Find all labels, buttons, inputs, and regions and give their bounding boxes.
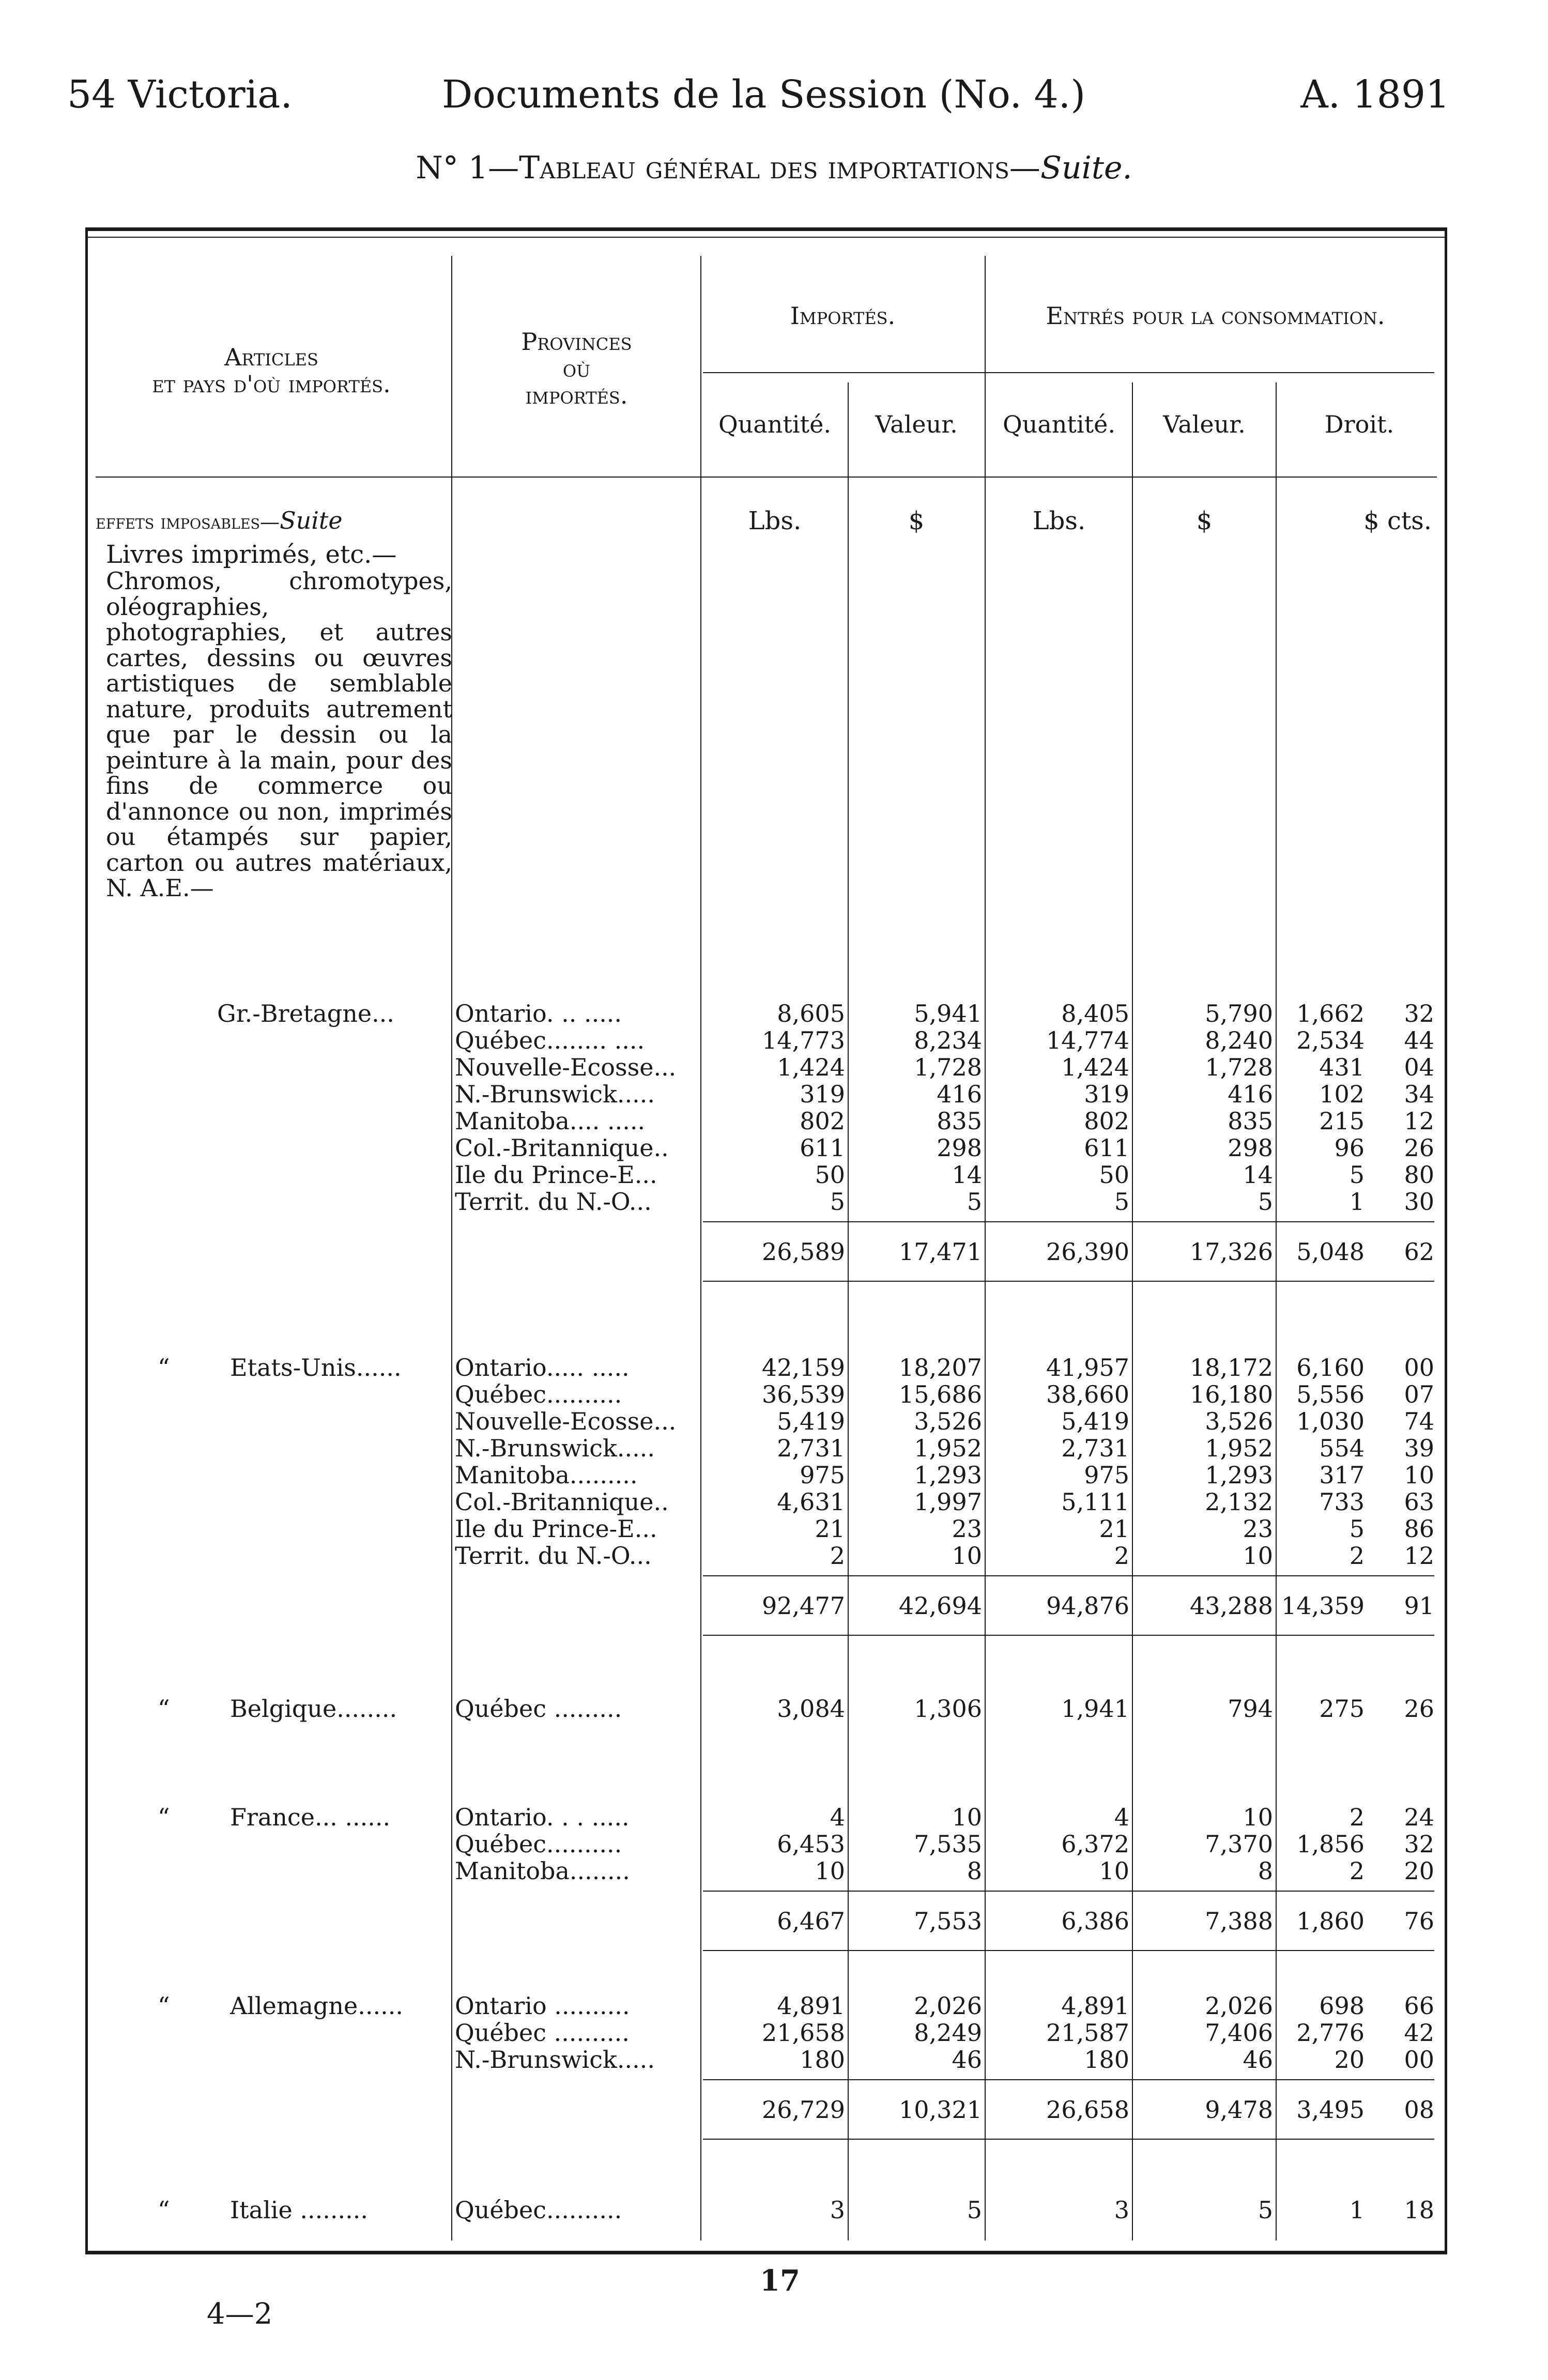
table-row <box>0 1134 1548 1161</box>
unit-droit-text: $ cts. <box>1363 506 1432 535</box>
cell-v1: 18,207 <box>899 1354 982 1381</box>
cell-d: 2 <box>1349 1542 1365 1570</box>
cell-v2: 7,406 <box>1205 2019 1273 2047</box>
table-row <box>0 1462 1548 1488</box>
col-header-provinces-2: où <box>562 355 591 382</box>
total-rule-bottom <box>703 1635 1434 1636</box>
cell-v1: 10 <box>952 1542 982 1570</box>
cell-q2: 38,660 <box>1046 1380 1129 1408</box>
cell-q1: 3 <box>830 2196 845 2224</box>
cell-v1: 2,026 <box>914 1992 982 2020</box>
cell-q1: 611 <box>800 1134 845 1162</box>
cell-q1: 50 <box>815 1161 845 1189</box>
cell-q1: 180 <box>800 2046 845 2074</box>
total-q1: 92,477 <box>762 1592 845 1620</box>
table-row <box>0 1435 1548 1462</box>
total-v2: 7,388 <box>1205 1907 1273 1935</box>
cell-q1: 14,773 <box>762 1026 845 1054</box>
table-row <box>0 1381 1548 1408</box>
total-v2: 43,288 <box>1190 1592 1273 1620</box>
table-row <box>0 2197 1548 2223</box>
table-row <box>0 1695 1548 1722</box>
table-row <box>0 1354 1548 1381</box>
cell-v1: 3,526 <box>914 1407 982 1435</box>
cell-c: 63 <box>1404 1488 1434 1516</box>
cell-q2: 50 <box>1099 1161 1129 1189</box>
header-year: A. 1891 <box>1300 72 1450 117</box>
cell-c: 18 <box>1404 2196 1434 2224</box>
ditto-mark: “ <box>158 1695 170 1723</box>
cell-q2: 802 <box>1084 1107 1129 1135</box>
total-q2: 6,386 <box>1061 1907 1129 1935</box>
cell-q2: 611 <box>1084 1134 1129 1162</box>
cell-v2: 3,526 <box>1205 1407 1273 1435</box>
cell-c: 32 <box>1404 1830 1434 1858</box>
province-name: Ontario. .. ..... <box>455 1000 622 1027</box>
total-v1: 42,694 <box>899 1592 982 1620</box>
cell-v2: 2,132 <box>1205 1488 1273 1516</box>
cell-v1: 416 <box>937 1080 982 1108</box>
province-name: Québec........ .... <box>455 1026 645 1054</box>
total-row <box>0 1592 1548 1619</box>
total-rule-bottom <box>703 1950 1434 1951</box>
total-q1: 6,467 <box>777 1907 845 1935</box>
cell-q1: 5 <box>830 1188 845 1216</box>
total-v1: 17,471 <box>899 1238 982 1266</box>
cell-d: 1,856 <box>1296 1830 1365 1858</box>
total-c: 76 <box>1404 1907 1434 1935</box>
province-name: Manitoba.... ..... <box>455 1107 646 1135</box>
cell-v2: 794 <box>1228 1695 1273 1723</box>
table-row <box>0 1992 1548 2019</box>
cell-v1: 8 <box>967 1857 982 1885</box>
total-q2: 26,390 <box>1046 1238 1129 1266</box>
cell-d: 2,534 <box>1296 1026 1365 1054</box>
cell-v2: 8 <box>1258 1857 1273 1885</box>
cell-d: 1 <box>1349 1188 1365 1216</box>
table-number: N° 1— <box>416 150 519 186</box>
province-name: Québec ......... <box>455 1695 622 1723</box>
province-name: Territ. du N.-O... <box>455 1542 652 1570</box>
cell-d: 2 <box>1349 1857 1365 1885</box>
cell-v1: 23 <box>952 1515 982 1543</box>
cell-q2: 2,731 <box>1061 1434 1129 1462</box>
unit-droit <box>1277 506 1442 535</box>
cell-v2: 10 <box>1243 1803 1273 1831</box>
ditto-mark: “ <box>158 1992 170 2020</box>
province-name: Ontario. . . ..... <box>455 1803 630 1831</box>
unit-quantite-importes: Lbs. <box>748 506 802 535</box>
cell-v1: 1,293 <box>914 1461 982 1489</box>
cell-q1: 8,605 <box>777 1000 845 1027</box>
province-name: Ile du Prince-E... <box>455 1515 657 1543</box>
cell-d: 1,030 <box>1296 1407 1365 1435</box>
col-header-quantite-entres: Quantité. <box>1003 410 1115 438</box>
total-q2: 26,658 <box>1046 2096 1129 2124</box>
total-q1: 26,589 <box>762 1238 845 1266</box>
cell-v1: 8,249 <box>914 2019 982 2047</box>
cell-c: 26 <box>1404 1695 1434 1723</box>
col-header-articles <box>93 344 450 397</box>
total-c: 08 <box>1404 2096 1434 2124</box>
cell-q2: 319 <box>1084 1080 1129 1108</box>
cell-q2: 21,587 <box>1046 2019 1129 2047</box>
col-header-provinces <box>454 328 699 409</box>
cell-v2: 1,728 <box>1205 1053 1273 1081</box>
cell-d: 554 <box>1319 1434 1365 1462</box>
cell-c: 07 <box>1404 1380 1434 1408</box>
cell-q1: 21 <box>815 1515 845 1543</box>
cell-q1: 802 <box>800 1107 845 1135</box>
cell-c: 66 <box>1404 1992 1434 2020</box>
cell-c: 20 <box>1404 1857 1434 1885</box>
cell-q2: 975 <box>1084 1461 1129 1489</box>
cell-v1: 15,686 <box>899 1380 982 1408</box>
cell-c: 24 <box>1404 1803 1434 1831</box>
ditto-mark: “ <box>158 2196 170 2224</box>
article-description: Chromos, chromotypes, oléographies, photographies, et autres cartes, dessins ou œuvres artistiques de semblable nature, produits autrement que par le dessin ou la peinture à la main, pour des fins de commerce ou d'annonce ou non, imprimés ou étampés sur papier, carton ou autres matériaux, N. A.E.— <box>106 567 452 902</box>
province-name: N.-Brunswick..... <box>455 1434 655 1462</box>
cell-v1: 835 <box>937 1107 982 1135</box>
total-c: 62 <box>1404 1238 1434 1266</box>
cell-v1: 1,728 <box>914 1053 982 1081</box>
country-label: Gr.-Bretagne... <box>217 1000 394 1027</box>
table-title <box>0 150 1548 186</box>
cell-d: 431 <box>1319 1053 1365 1081</box>
table-row <box>0 1027 1548 1054</box>
col-header-importes: Importés. <box>790 302 896 330</box>
cell-q2: 14,774 <box>1046 1026 1129 1054</box>
total-rule <box>703 2079 1434 2080</box>
country-label: Italie ......... <box>230 2196 368 2224</box>
cell-v1: 5,941 <box>914 1000 982 1027</box>
cell-q1: 36,539 <box>762 1380 845 1408</box>
province-name: N.-Brunswick..... <box>455 1080 655 1108</box>
cell-q1: 10 <box>815 1857 845 1885</box>
cell-q1: 2 <box>830 1542 845 1570</box>
cell-q1: 2,731 <box>777 1434 845 1462</box>
province-name: Québec.......... <box>455 1380 622 1408</box>
cell-d: 5 <box>1349 1515 1365 1543</box>
cell-v1: 5 <box>967 2196 982 2224</box>
table-row <box>0 1000 1548 1027</box>
cell-q1: 3,084 <box>777 1695 845 1723</box>
province-name: Québec.......... <box>455 2196 622 2224</box>
total-d: 1,860 <box>1296 1907 1365 1935</box>
cell-q1: 4 <box>830 1803 845 1831</box>
cell-v2: 14 <box>1243 1161 1273 1189</box>
total-d: 3,495 <box>1296 2096 1365 2124</box>
header-session: Documents de la Session (No. 4.) <box>442 72 1086 117</box>
cell-v1: 5 <box>967 1188 982 1216</box>
cell-q2: 1,424 <box>1061 1053 1129 1081</box>
table-row <box>0 1831 1548 1857</box>
cell-c: 42 <box>1404 2019 1434 2047</box>
country-label: Etats-Unis...... <box>230 1354 402 1381</box>
total-q2: 94,876 <box>1046 1592 1129 1620</box>
cell-v2: 8,240 <box>1205 1026 1273 1054</box>
table-title-suffix: Suite. <box>1040 150 1132 186</box>
page-number: 17 <box>760 2264 800 2298</box>
cell-d: 317 <box>1319 1461 1365 1489</box>
total-c: 91 <box>1404 1592 1434 1620</box>
table-row <box>0 1081 1548 1108</box>
cell-d: 215 <box>1319 1107 1365 1135</box>
cell-c: 00 <box>1404 2046 1434 2074</box>
header-volume: 54 Victoria. <box>67 72 293 117</box>
cell-q1: 319 <box>800 1080 845 1108</box>
cell-c: 12 <box>1404 1542 1434 1570</box>
total-rule <box>703 1221 1434 1222</box>
cell-v2: 1,293 <box>1205 1461 1273 1489</box>
cell-q2: 2 <box>1114 1542 1129 1570</box>
cell-v1: 298 <box>937 1134 982 1162</box>
unit-valeur-importes: $ <box>908 506 925 535</box>
total-rule-bottom <box>703 1281 1434 1282</box>
province-name: Ile du Prince-E... <box>455 1161 657 1189</box>
col-header-articles-2: et pays d'où importés. <box>152 370 391 398</box>
total-v2: 9,478 <box>1205 2096 1273 2124</box>
total-rule-bottom <box>703 2139 1434 2140</box>
col-header-droit: Droit. <box>1324 410 1394 438</box>
cell-v1: 14 <box>952 1161 982 1189</box>
cell-c: 80 <box>1404 1161 1434 1189</box>
cell-v1: 8,234 <box>914 1026 982 1054</box>
table-row <box>0 1054 1548 1081</box>
ditto-mark: “ <box>158 1354 170 1381</box>
total-rule <box>703 1891 1434 1892</box>
table-row <box>0 1857 1548 1884</box>
cell-c: 32 <box>1404 1000 1434 1027</box>
cell-v2: 5 <box>1258 2196 1273 2224</box>
table-row <box>0 2019 1548 2046</box>
cell-c: 86 <box>1404 1515 1434 1543</box>
cell-v2: 835 <box>1228 1107 1273 1135</box>
cell-v2: 2,026 <box>1205 1992 1273 2020</box>
table-title-main: Tableau général des importations— <box>519 150 1040 186</box>
cell-q1: 21,658 <box>762 2019 845 2047</box>
table-row <box>0 1804 1548 1831</box>
province-name: Manitoba........ <box>455 1857 630 1885</box>
cell-v2: 16,180 <box>1190 1380 1273 1408</box>
col-header-valeur-importes: Valeur. <box>875 410 958 438</box>
province-name: Col.-Britannique.. <box>455 1134 669 1162</box>
cell-v2: 298 <box>1228 1134 1273 1162</box>
cell-q2: 1,941 <box>1061 1695 1129 1723</box>
total-v2: 17,326 <box>1190 1238 1273 1266</box>
province-name: Nouvelle-Ecosse... <box>455 1407 677 1435</box>
cell-c: 30 <box>1404 1188 1434 1216</box>
cell-d: 5 <box>1349 1161 1365 1189</box>
total-v1: 7,553 <box>914 1907 982 1935</box>
cell-d: 5,556 <box>1296 1380 1365 1408</box>
cell-v2: 5,790 <box>1205 1000 1273 1027</box>
cell-c: 00 <box>1404 1354 1434 1381</box>
cell-q2: 8,405 <box>1061 1000 1129 1027</box>
cell-q2: 6,372 <box>1061 1830 1129 1858</box>
cell-q2: 4 <box>1114 1803 1129 1831</box>
cell-v1: 1,997 <box>914 1488 982 1516</box>
cell-q1: 6,453 <box>777 1830 845 1858</box>
col-header-articles-1: Articles <box>224 343 318 371</box>
cell-c: 44 <box>1404 1026 1434 1054</box>
cell-q2: 5,419 <box>1061 1407 1129 1435</box>
section-heading-main: effets imposables— <box>96 511 280 533</box>
country-label: Belgique........ <box>230 1695 397 1723</box>
cell-q2: 180 <box>1084 2046 1129 2074</box>
cell-d: 20 <box>1334 2046 1365 2074</box>
cell-v2: 5 <box>1258 1188 1273 1216</box>
cell-d: 733 <box>1319 1488 1365 1516</box>
cell-v1: 46 <box>952 2046 982 2074</box>
table-row <box>0 1108 1548 1134</box>
province-name: Ontario .......... <box>455 1992 630 2020</box>
ditto-mark: “ <box>158 1803 170 1831</box>
unit-valeur-entres: $ <box>1196 506 1213 535</box>
cell-v1: 1,306 <box>914 1695 982 1723</box>
cell-d: 275 <box>1319 1695 1365 1723</box>
cell-c: 12 <box>1404 1107 1434 1135</box>
cell-q2: 21 <box>1099 1515 1129 1543</box>
cell-q2: 5,111 <box>1061 1488 1129 1516</box>
cell-v2: 1,952 <box>1205 1434 1273 1462</box>
total-row <box>0 1908 1548 1934</box>
cell-c: 34 <box>1404 1080 1434 1108</box>
col-header-provinces-3: importés. <box>525 381 628 409</box>
cell-q1: 4,631 <box>777 1488 845 1516</box>
cell-q1: 1,424 <box>777 1053 845 1081</box>
country-label: Allemagne...... <box>230 1992 403 2020</box>
section-heading-suffix: Suite <box>280 506 343 534</box>
province-name: Territ. du N.-O... <box>455 1188 652 1216</box>
table-row <box>0 2046 1548 2073</box>
cell-d: 6,160 <box>1296 1354 1365 1381</box>
cell-c: 74 <box>1404 1407 1434 1435</box>
col-header-entres: Entrés pour la consommation. <box>1046 302 1385 330</box>
cell-q1: 42,159 <box>762 1354 845 1381</box>
cell-c: 39 <box>1404 1434 1434 1462</box>
cell-d: 1,662 <box>1296 1000 1365 1027</box>
cell-d: 2,776 <box>1296 2019 1365 2047</box>
table-row <box>0 1408 1548 1435</box>
table-row <box>0 1161 1548 1188</box>
province-name: N.-Brunswick..... <box>455 2046 655 2074</box>
cell-q1: 975 <box>800 1461 845 1489</box>
province-name: Ontario..... ..... <box>455 1354 630 1381</box>
cell-v1: 10 <box>952 1803 982 1831</box>
total-q1: 26,729 <box>762 2096 845 2124</box>
article-title: Livres imprimés, etc.— <box>106 540 397 569</box>
cell-c: 10 <box>1404 1461 1434 1489</box>
cell-c: 04 <box>1404 1053 1434 1081</box>
cell-v2: 18,172 <box>1190 1354 1273 1381</box>
cell-v2: 416 <box>1228 1080 1273 1108</box>
cell-v2: 23 <box>1243 1515 1273 1543</box>
table-row <box>0 1488 1548 1515</box>
province-name: Québec .......... <box>455 2019 630 2047</box>
cell-q2: 4,891 <box>1061 1992 1129 2020</box>
cell-d: 96 <box>1334 1134 1365 1162</box>
total-row <box>0 1238 1548 1265</box>
unit-quantite-entres: Lbs. <box>1032 506 1086 535</box>
cell-v1: 7,535 <box>914 1830 982 1858</box>
total-row <box>0 2096 1548 2123</box>
cell-d: 2 <box>1349 1803 1365 1831</box>
cell-q1: 5,419 <box>777 1407 845 1435</box>
cell-q2: 10 <box>1099 1857 1129 1885</box>
col-header-valeur-entres: Valeur. <box>1163 410 1246 438</box>
cell-v2: 10 <box>1243 1542 1273 1570</box>
table-row <box>0 1542 1548 1569</box>
section-heading <box>96 506 343 534</box>
province-name: Manitoba......... <box>455 1461 638 1489</box>
cell-q1: 4,891 <box>777 1992 845 2020</box>
province-name: Québec.......... <box>455 1830 622 1858</box>
cell-d: 698 <box>1319 1992 1365 2020</box>
cell-q2: 3 <box>1114 2196 1129 2224</box>
cell-c: 26 <box>1404 1134 1434 1162</box>
col-header-provinces-1: Provinces <box>521 328 632 356</box>
table-row <box>0 1515 1548 1542</box>
province-name: Col.-Britannique.. <box>455 1488 669 1516</box>
table-row <box>0 1188 1548 1215</box>
cell-d: 1 <box>1349 2196 1365 2224</box>
cell-q2: 5 <box>1114 1188 1129 1216</box>
total-v1: 10,321 <box>899 2096 982 2124</box>
country-label: France... ...... <box>230 1803 391 1831</box>
cell-v2: 46 <box>1243 2046 1273 2074</box>
total-rule <box>703 1575 1434 1576</box>
cell-v1: 1,952 <box>914 1434 982 1462</box>
cell-q2: 41,957 <box>1046 1354 1129 1381</box>
cell-v2: 7,370 <box>1205 1830 1273 1858</box>
signature-mark: 4—2 <box>207 2297 273 2331</box>
province-name: Nouvelle-Ecosse... <box>455 1053 677 1081</box>
total-d: 14,359 <box>1281 1592 1365 1620</box>
cell-d: 102 <box>1319 1080 1365 1108</box>
total-d: 5,048 <box>1296 1238 1365 1266</box>
col-header-quantite-importes: Quantité. <box>718 410 831 438</box>
